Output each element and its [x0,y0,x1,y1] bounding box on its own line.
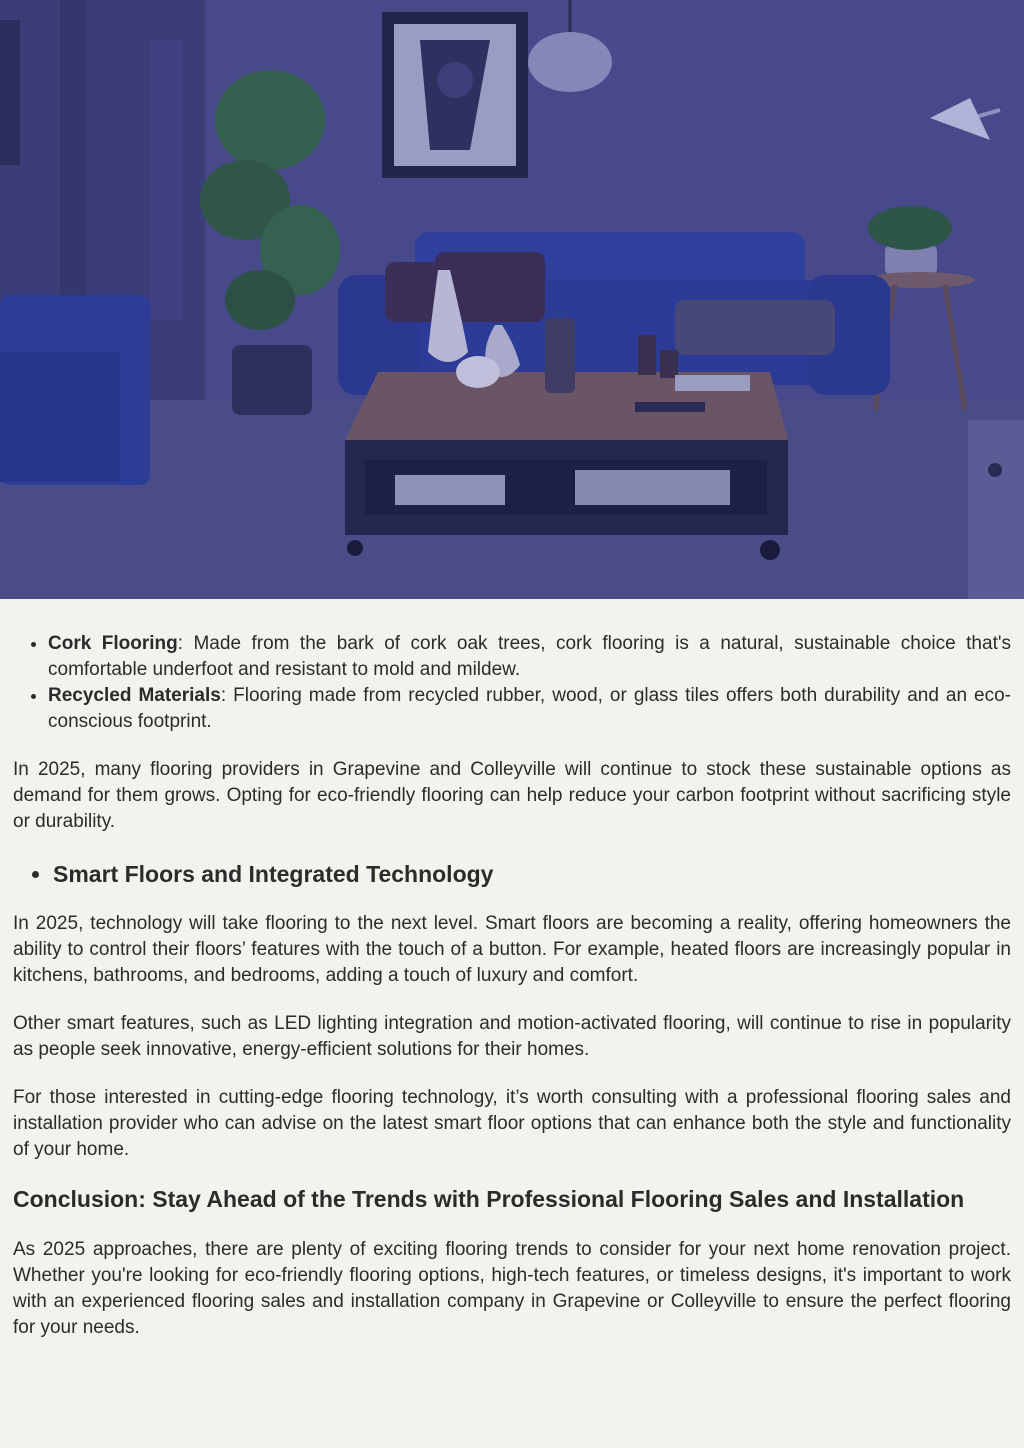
paragraph-smart-consult: For those interested in cutting-edge flooring technology, it’s worth consulting with a professional flooring sales and installation provider who can advise on the latest smart floor options that can enhance both the style and functionality of your home. [13,1087,1011,1160]
living-room-illustration [0,0,1024,599]
paragraph-conclusion: As 2025 approaches, there are plenty of exciting flooring trends to consider for your next home renovation project. Whether you're looking for eco-friendly flooring options, high-tech features, or timeless designs, it's important to work with an experienced flooring sales and installation company in Grapevine or Colleyville to ensure the perfect flooring for your needs. [13,1239,1011,1338]
list-item [48,631,1011,683]
section-heading-list [13,859,1011,889]
paragraph-smart-intro: In 2025, technology will take flooring to the next level. Smart floors are becoming a reality, offering homeowners the ability to control their floors’ features with the touch of a button. For example, heated floors are increasingly popular in kitchens, bathrooms, and bedrooms, adding a touch of luxury and comfort. [13,913,1011,986]
list-item-text: : Flooring made from recycled rubber, wood, or glass tiles offers both durability and an eco-conscious footprint. [48,685,1011,732]
list-item-term: Cork Flooring [48,633,178,654]
paragraph-eco-demand: In 2025, many flooring providers in Grapevine and Colleyville will continue to stock these sustainable options as demand for them grows. Opting for eco-friendly flooring can help reduce your carbon footprint without sacrificing style or durability. [13,759,1011,832]
conclusion-heading: Conclusion: Stay Ahead of the Trends with Professional Flooring Sales and Installation [13,1186,965,1212]
article-content [0,599,1024,1341]
list-item [48,683,1011,735]
section-heading-smart-floors: • Smart Floors and Integrated Technology [53,859,1011,889]
paragraph-smart-features: Other smart features, such as LED lighting integration and motion-activated flooring, will continue to rise in popularity as people seek innovative, energy-efficient solutions for their homes. [13,1013,1011,1060]
list-item-term: Recycled Materials [48,685,221,706]
sustainable-materials-list [13,631,1011,735]
hero-image [0,0,1024,599]
list-item-text: : Made from the bark of cork oak trees, cork flooring is a natural, sustainable choice that's comfortable underfoot and resistant to mold and mildew. [48,633,1011,680]
